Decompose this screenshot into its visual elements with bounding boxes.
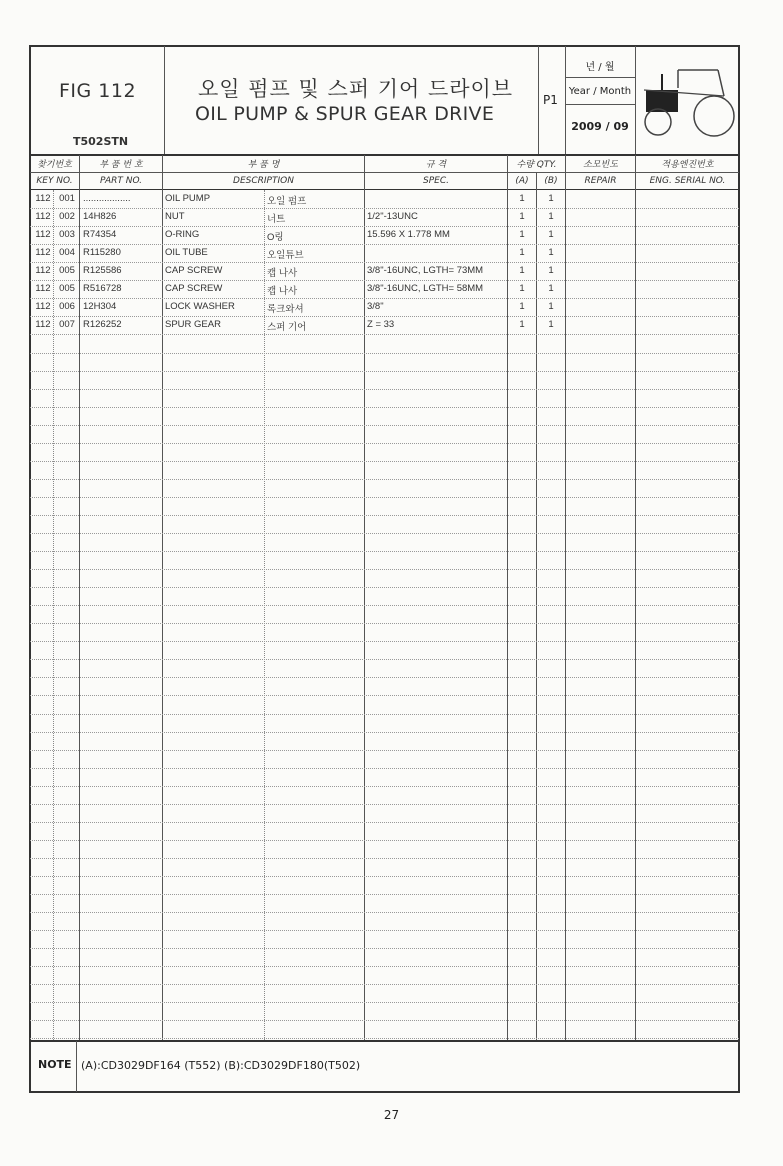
qty-a: 1: [519, 319, 525, 331]
col-qty-label: 수량 QTY.: [516, 160, 557, 170]
row-line: [30, 750, 739, 751]
row-line: [30, 641, 739, 642]
header-divider-1: [164, 46, 165, 154]
row-line: [30, 984, 739, 985]
description-ko: 록크와셔: [267, 304, 304, 316]
row-line: [30, 732, 739, 733]
year-month-label-ko: 년 / 월: [585, 62, 615, 73]
row-line: [30, 768, 739, 769]
row-line: [30, 226, 739, 227]
qty-b: 1: [548, 193, 554, 204]
row-line: [30, 515, 739, 516]
description-ko: 캡 나사: [267, 286, 298, 298]
header-divider-4: [635, 46, 636, 154]
ym-divider-2: [565, 104, 635, 105]
key-no-item: 007: [59, 319, 75, 331]
col-key-en: KEY NO.: [36, 176, 73, 186]
qty-a: 1: [519, 211, 525, 223]
key-no-item: 004: [59, 247, 75, 259]
header-divider-2: [538, 46, 539, 154]
row-line: [30, 353, 739, 354]
note-divider: [76, 1041, 77, 1092]
description-en: OIL TUBE: [165, 247, 208, 259]
row-line: [30, 479, 739, 480]
qty-b: 1: [548, 229, 554, 241]
description-en: SPUR GEAR: [165, 319, 221, 331]
ym-divider-1: [565, 77, 635, 78]
part-no: R115280: [83, 247, 121, 259]
qty-a: 1: [519, 283, 525, 295]
spec: 1/2"-13UNC: [367, 211, 418, 223]
row-line: [30, 533, 739, 534]
row-line: [30, 894, 739, 895]
qty-a: 1: [519, 193, 525, 204]
row-line: [30, 677, 739, 678]
row-line: [30, 1020, 739, 1021]
row-line: [30, 425, 739, 426]
row-line: [30, 443, 739, 444]
col-spec-en: SPEC.: [423, 176, 449, 186]
col-serial-ko: 적용엔진번호: [661, 160, 714, 170]
col-line-part: [79, 155, 80, 1040]
model-code: T502STN: [73, 135, 129, 148]
spec: 3/8"-16UNC, LGTH= 73MM: [367, 265, 484, 277]
col-line-spec: [364, 155, 365, 1040]
qty-a: 1: [519, 301, 525, 313]
description-ko: 캡 나사: [267, 268, 298, 280]
qty-b: 1: [548, 265, 554, 277]
key-no-item: 005: [59, 265, 75, 277]
row-line: [30, 605, 739, 606]
part-no: 12H304: [83, 301, 117, 313]
qty-a: 1: [519, 265, 525, 277]
row-line: [30, 876, 739, 877]
row-line: [30, 804, 739, 805]
row-line: [30, 623, 739, 624]
spec: 3/8": [367, 301, 384, 313]
row-line: [30, 407, 739, 408]
part-no: R126252: [83, 319, 122, 331]
col-serial-en: ENG. SERIAL NO.: [649, 176, 726, 186]
col-key-ko: 찾기번호: [37, 160, 72, 170]
part-no: R74354: [83, 229, 117, 241]
qty-b: 1: [548, 283, 554, 295]
description-ko: 너트: [267, 214, 286, 226]
note-top-line: [30, 1040, 739, 1042]
row-line: [30, 461, 739, 462]
col-desc-ko: 부 품 명: [247, 160, 280, 170]
col-line-serial: [635, 155, 636, 1040]
col-qty-b: (B): [544, 176, 558, 186]
row-line: [30, 912, 739, 913]
row-line: [30, 371, 739, 372]
row-line: [30, 659, 739, 660]
row-line: [30, 948, 739, 949]
col-line-desc: [162, 155, 163, 1040]
key-no-item: 001: [59, 193, 75, 204]
page-code: P1: [543, 93, 558, 107]
description-en: CAP SCREW: [165, 265, 223, 277]
row-line: [30, 316, 739, 317]
tractor-icon: [638, 60, 738, 140]
row-line: [30, 714, 739, 715]
key-no-group: 112: [35, 265, 51, 277]
row-line: [30, 389, 739, 390]
row-line: [30, 334, 739, 335]
row-line: [30, 244, 739, 245]
key-no-group: 112: [35, 229, 51, 241]
description-ko: 스퍼 기어: [267, 322, 307, 334]
col-repair-en: REPAIR: [584, 176, 617, 186]
column-header-bottom-line: [30, 189, 739, 190]
description-en: O-RING: [165, 229, 200, 241]
description-ko: O링: [267, 232, 284, 244]
key-no-group: 112: [35, 247, 51, 259]
key-no-group: 112: [35, 301, 51, 313]
spec: Z = 33: [367, 319, 395, 331]
description-en: OIL PUMP: [165, 193, 211, 204]
col-repair-ko: 소모빈도: [583, 160, 618, 170]
fig-number: FIG 112: [59, 80, 137, 102]
key-no-group: 112: [35, 283, 51, 295]
description-en: CAP SCREW: [165, 283, 223, 295]
row-line: [30, 786, 739, 787]
row-line: [30, 298, 739, 299]
spec: 15.596 X 1.778 MM: [367, 229, 450, 241]
description-en: NUT: [165, 211, 185, 223]
qty-a: 1: [519, 247, 525, 259]
col-line-repair: [565, 155, 566, 1040]
spec: 3/8"-16UNC, LGTH= 58MM: [367, 283, 484, 295]
col-desc-en: DESCRIPTION: [233, 176, 294, 186]
row-line: [30, 1002, 739, 1003]
description-en: LOCK WASHER: [165, 301, 235, 313]
qty-b: 1: [548, 247, 554, 259]
row-line: [30, 262, 739, 263]
key-no-item: 006: [59, 301, 75, 313]
key-no-group: 112: [35, 211, 51, 223]
row-line: [30, 822, 739, 823]
note-text: (A):CD3029DF164 (T552) (B):CD3029DF180(T502): [81, 1059, 361, 1072]
title-korean: 오일 펌프 및 스퍼 기어 드라이브: [198, 77, 514, 101]
part-no: R125586: [83, 265, 122, 277]
row-line: [30, 966, 739, 967]
qty-a: 1: [519, 229, 525, 241]
description-ko: 오일튜브: [267, 250, 304, 262]
row-line: [30, 695, 739, 696]
key-no-group: 112: [35, 193, 51, 204]
key-no-item: 003: [59, 229, 75, 241]
part-no: R516728: [83, 283, 122, 295]
row-line: [30, 497, 739, 498]
row-line: [30, 930, 739, 931]
row-line: [30, 280, 739, 281]
key-no-item: 005: [59, 283, 75, 295]
qty-b: 1: [548, 319, 554, 331]
col-part-en: PART NO.: [99, 176, 143, 186]
col-qty-a: (A): [515, 176, 529, 186]
col-part-ko: 부 품 번 호: [99, 160, 143, 170]
header-bottom-line: [30, 154, 739, 156]
key-no-item: 002: [59, 211, 75, 223]
part-no: 14H826: [83, 211, 117, 223]
row-line: [30, 858, 739, 859]
description-ko: 오일 펌프: [267, 196, 307, 207]
title-english: OIL PUMP & SPUR GEAR DRIVE: [195, 103, 495, 125]
row-line: [30, 208, 739, 209]
year-month-value: 2009 / 09: [571, 120, 629, 133]
qty-b: 1: [548, 211, 554, 223]
row-line: [30, 840, 739, 841]
col-spec-ko: 규 격: [425, 160, 447, 170]
year-month-label-en: Year / Month: [568, 86, 632, 97]
row-line: [30, 587, 739, 588]
key-no-group: 112: [35, 319, 51, 331]
page-number: 27: [383, 1108, 400, 1122]
column-header-mid-line: [30, 172, 739, 173]
row-line: [30, 551, 739, 552]
row-line: [30, 569, 739, 570]
qty-b: 1: [548, 301, 554, 313]
note-label: NOTE: [38, 1058, 72, 1071]
part-no: ..................: [83, 193, 131, 204]
